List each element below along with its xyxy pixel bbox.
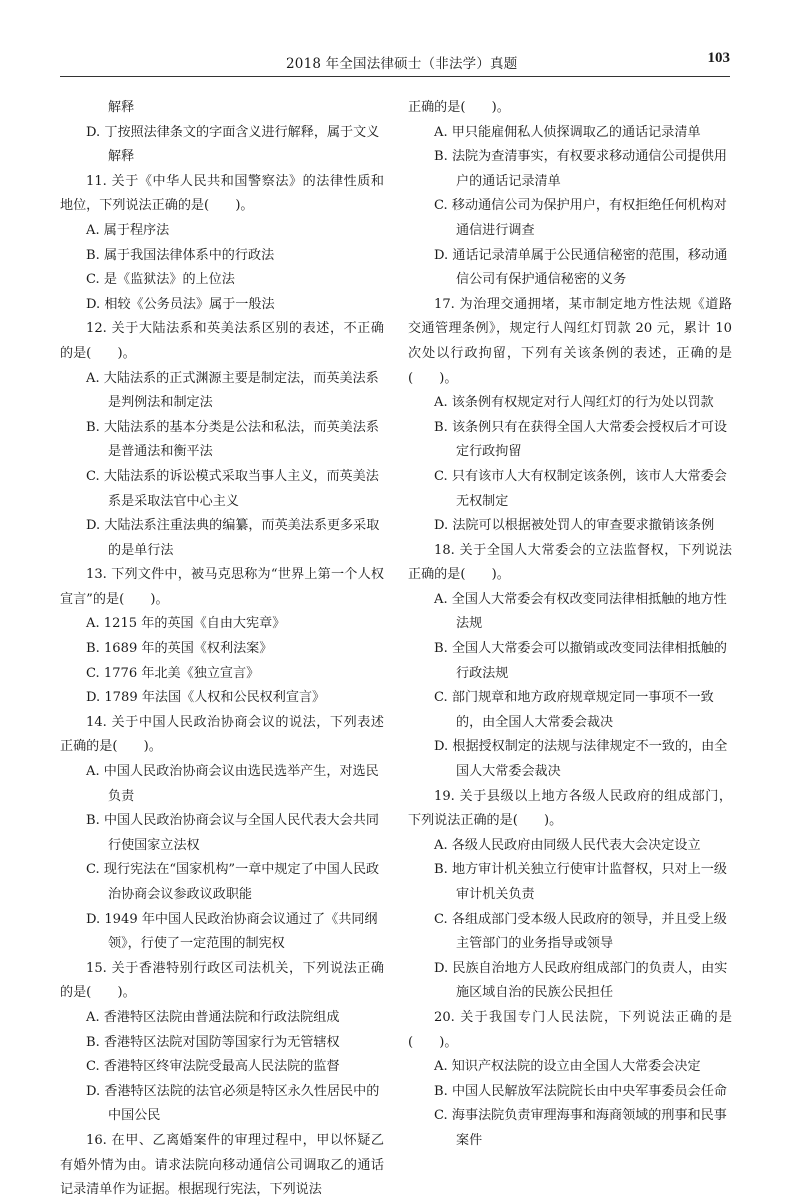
prev-option-d: D. 丁按照法律条文的字面含义进行解释，属于文义解释 [86,124,380,165]
question-16-option-b: B. 法院为查清事实，有权要求移动通信公司提供用户的通话记录清单 [434,149,727,189]
question-15-option-a: A. 香港特区法院由普通法院和行政法院组成 [86,1009,340,1025]
question-19-option-c: C. 各组成部门受本级人民政府的领导，并且受上级主管部门的业务指导或领导 [434,911,727,952]
question-14-option-c: C. 现行宪法在“国家机构”一章中规定了中国人民政治协商会议参政议政职能 [86,862,380,902]
question-17-option-b: B. 该条例只有在获得全国人大常委会授权后才可设定行政拘留 [434,419,727,460]
question-14-option-a: A. 中国人民政治协商会议由选民选举产生，对选民负责 [86,764,379,804]
question-20-option-c: C. 海事法院负责审理海事和海商领域的刑事和民事案件 [434,1108,727,1148]
question-15-option-b: B. 香港特区法院对国防等国家行为无管辖权 [86,1034,340,1050]
question-17-option-a: A. 该条例有权规定对行人闯红灯的行为处以罚款 [434,395,714,411]
question-11-option-b: B. 属于我国法律体系中的行政法 [86,247,275,263]
question-14-option-b: B. 中国人民政治协商会议与全国人民代表大会共同行使国家立法权 [86,813,379,853]
question-17-option-d: D. 法院可以根据被处罚人的审查要求撤销该条例 [434,518,715,534]
question-19-option-b: B. 地方审计机关独立行使审计监督权，只对上一级审计机关负责 [434,862,727,902]
question-18-option-b: B. 全国人大常委会可以撤销或改变同法律相抵触的行政法规 [434,641,727,681]
question-13-option-a: A. 1215 年的英国《自由大宪章》 [86,616,286,632]
question-14-stem: 14. 关于中国人民政治协商会议的说法，下列表述正确的是( )。 [60,714,384,755]
question-11-option-c: C. 是《监狱法》的上位法 [86,272,235,288]
question-13-option-b: B. 1689 年的英国《权利法案》 [86,641,273,657]
question-19-option-d: D. 民族自治地方人民政府组成部门的负责人，由实施区域自治的民族公民担任 [434,960,728,1001]
question-17-stem: 17. 为治理交通拥堵，某市制定地方性法规《道路交通管理条例》，规定行人闯红灯罚款 20 元，累计 10 次处以行政拘留，下列有关该条例的表述，正确的是( )。 [408,296,732,386]
question-16-option-a: A. 甲只能雇佣私人侦探调取乙的通话记录清单 [434,124,701,140]
question-16-option-d: D. 通话记录清单属于公民通信秘密的范围，移动通信公司有保护通信秘密的义务 [434,247,728,288]
question-19-option-a: A. 各级人民政府由同级人民代表大会决定设立 [434,837,701,853]
header-title: 2018 年全国法律硕士（非法学）真题 [286,56,518,72]
question-20-option-a: A. 知识产权法院的设立由全国人大常委会决定 [434,1059,701,1075]
question-15-option-c: C. 香港特区终审法院受最高人民法院的监督 [86,1059,340,1075]
question-12-option-b: B. 大陆法系的基本分类是公法和私法，而英美法系是普通法和衡平法 [86,419,379,460]
page-number: 103 [707,50,730,66]
question-11-stem: 11. 关于《中华人民共和国警察法》的法律性质和地位，下列说法正确的是( )。 [60,173,384,214]
question-13-option-d: D. 1789 年法国《人权和公民权利宣言》 [86,690,326,706]
question-12-option-a: A. 大陆法系的正式渊源主要是制定法，而英美法系是判例法和制定法 [86,370,379,411]
question-12-stem: 12. 关于大陆法系和英美法系区别的表述，不正确的是( )。 [60,321,384,361]
right-column [408,96,732,1154]
question-13-stem: 13. 下列文件中，被马克思称为“世界上第一个人权宣言”的是( )。 [60,567,384,607]
question-20-stem: 20. 关于我国专门人民法院，下列说法正确的是( )。 [408,1009,732,1050]
question-14-option-d: D. 1949 年中国人民政治协商会议通过了《共同纲领》，行使了一定范围的制宪权 [86,911,378,952]
question-15-stem: 15. 关于香港特别行政区司法机关，下列说法正确的是( )。 [60,960,384,1001]
question-13-option-c: C. 1776 年北美《独立宣言》 [86,665,260,681]
question-16-stem-continuation: 正确的是( )。 [408,100,510,115]
question-18-option-c: C. 部门规章和地方政府规章规定同一事项不一致的，由全国人大常委会裁决 [434,690,714,730]
question-16-stem: 16. 在甲、乙离婚案件的审理过程中，甲以怀疑乙有婚外情为由。请求法院向移动通信公司调取乙的通话记录清单作为证据。根据现行宪法，下列说法 [60,1132,384,1198]
question-11-option-a: A. 属于程序法 [86,222,170,238]
question-12-option-d: D. 大陆法系注重法典的编纂，而英美法系更多采取的是单行法 [86,518,380,558]
question-19-stem: 19. 关于县级以上地方各级人民政府的组成部门，下列说法正确的是( )。 [408,788,732,829]
question-20-option-b: B. 中国人民解放军法院院长由中央军事委员会任命 [434,1083,727,1099]
question-18-option-d: D. 根据授权制定的法规与法律规定不一致的，由全国人大常委会裁决 [434,739,728,780]
question-11-option-d: D. 相较《公务员法》属于一般法 [86,296,275,312]
question-18-stem: 18. 关于全国人大常委会的立法监督权，下列说法正确的是( )。 [408,542,732,583]
left-column [60,96,384,1203]
question-16-option-c: C. 移动通信公司为保护用户，有权拒绝任何机构对通信进行调查 [434,198,727,238]
question-17-option-c: C. 只有该市人大有权制定该条例，该市人大常委会无权制定 [434,468,727,509]
question-12-option-c: C. 大陆法系的诉讼模式采取当事人主义，而英美法系是采取法官中心主义 [86,468,379,509]
prev-option-c-continuation: 解释 [108,100,135,115]
question-18-option-a: A. 全国人大常委会有权改变同法律相抵触的地方性法规 [434,591,727,632]
page-header [60,44,730,77]
question-15-option-d: D. 香港特区法院的法官必须是特区永久性居民中的中国公民 [86,1083,380,1124]
